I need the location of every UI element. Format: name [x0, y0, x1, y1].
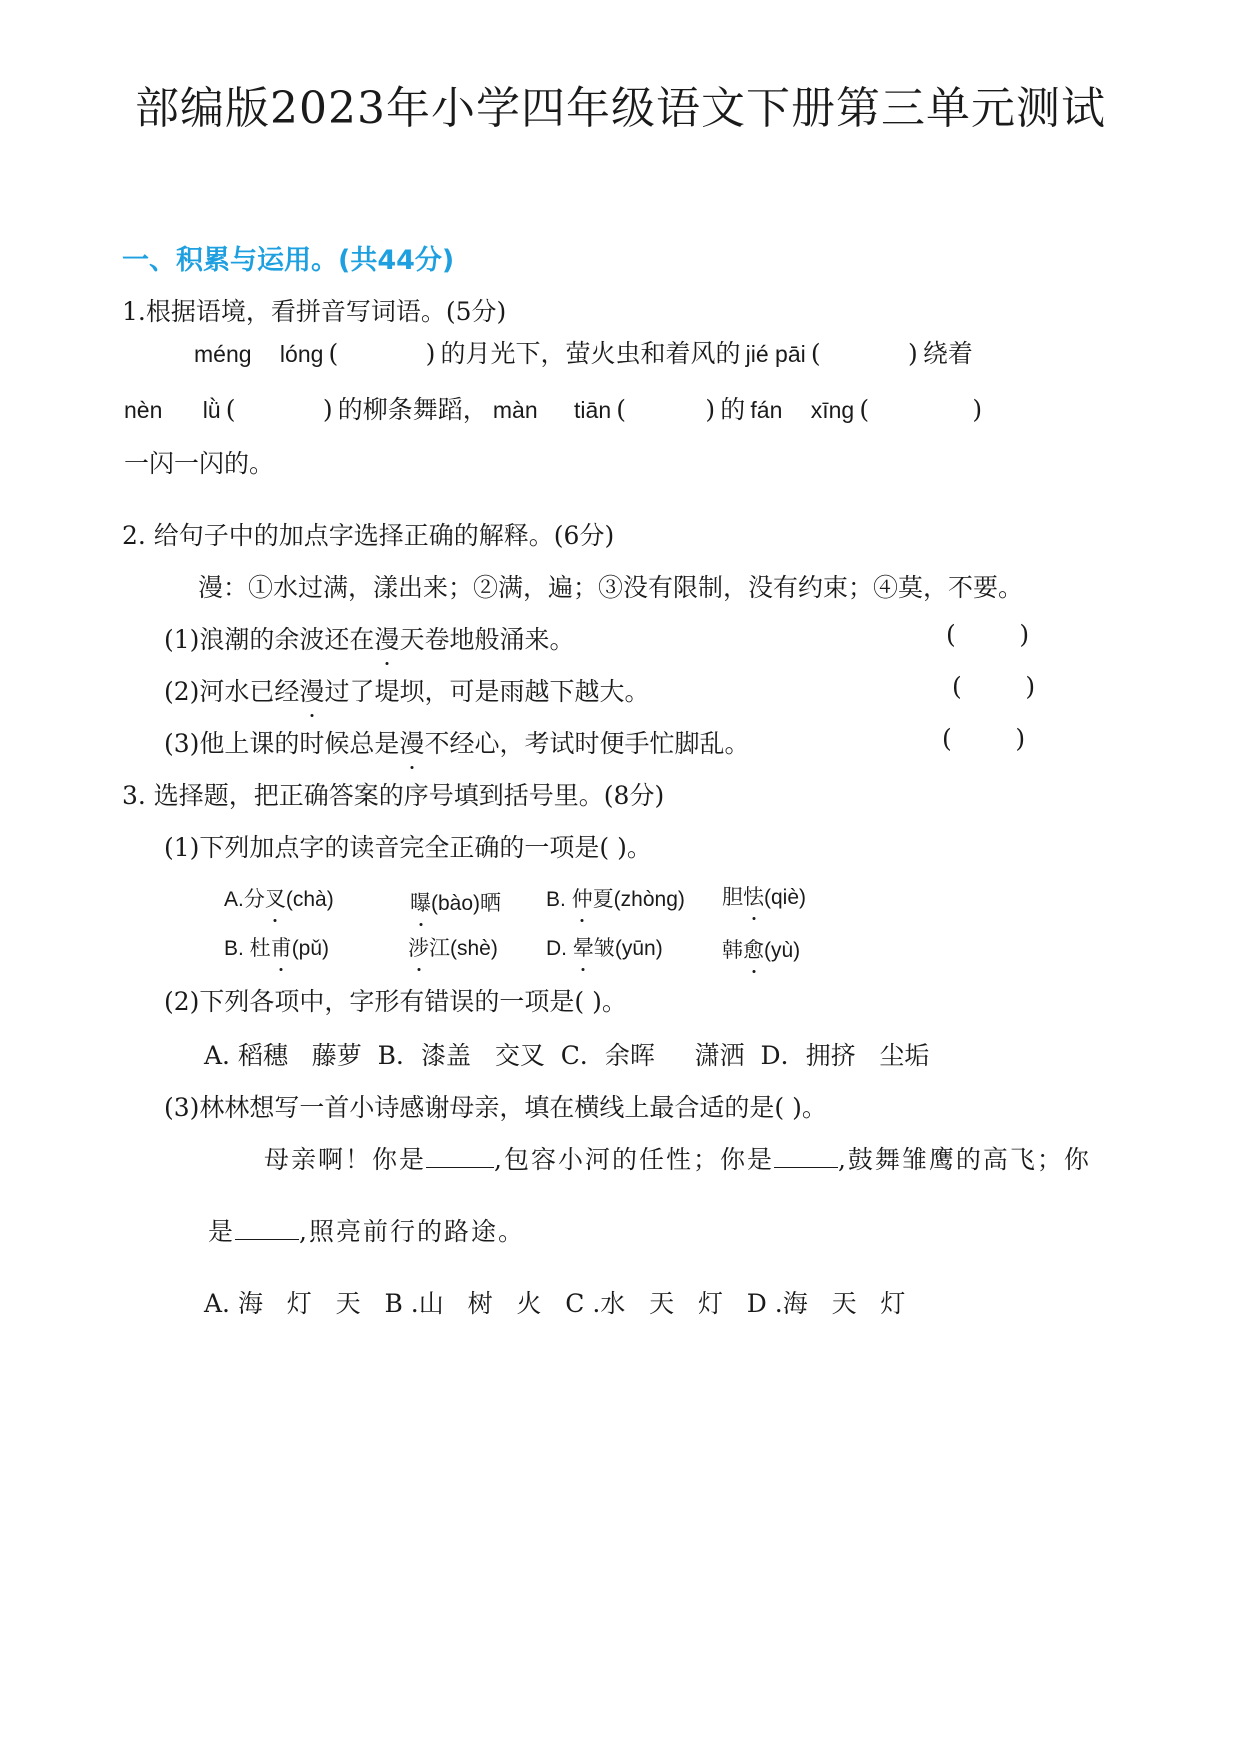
page-title: 部编版2023年小学四年级语文下册第三单元测试: [135, 83, 1106, 134]
option-text: B.: [546, 888, 572, 911]
q3-part2-options: A. 稻穗 藤萝 B．漆盖 交叉 C．余晖 潇洒 D．拥挤 尘垢: [204, 1041, 930, 1070]
q2-definitions: 漫：①水过满，漾出来；②满，遍；③没有限制，没有约束；④莫，不要。: [198, 573, 1024, 602]
answer-bracket: ( ): [810, 339, 918, 368]
option-b2: [722, 881, 806, 911]
sentence-text: (2)河水已经: [164, 677, 300, 706]
option-b1: [546, 883, 685, 913]
sentence-text: 过了堤坝，可是雨越下越大。: [324, 677, 650, 706]
dotted-char: 怯: [743, 881, 764, 911]
q3-part3-options: A. 海 灯 天 B .山 树 火 C .水 天 灯 D .海 天 灯: [204, 1289, 906, 1318]
option-text: (qiè): [764, 886, 807, 909]
poem-line-1: [264, 1140, 1091, 1176]
q2-sentence-1: [164, 620, 574, 656]
option-text: (bào)晒: [431, 892, 502, 915]
dotted-char: 曝: [410, 887, 431, 917]
answer-bracket: ( ): [952, 672, 1036, 701]
option-a2: [410, 887, 501, 917]
poem-text: 母亲啊！你是: [264, 1145, 427, 1174]
fill-blank-2[interactable]: [774, 1167, 838, 1168]
option-d2: [722, 934, 800, 964]
sentence-text: 的月光下，萤火虫和着风的: [440, 339, 741, 368]
q3-stem: 3. 选择题，把正确答案的序号填到括号里。(8分): [122, 781, 665, 810]
sentence-text: 的柳条舞蹈，: [337, 395, 488, 424]
sentence-text: (3)他上课的时候总是: [164, 729, 400, 758]
option-text: D.: [546, 937, 573, 960]
answer-bracket: ( ): [225, 395, 333, 424]
q3-part2-stem: (2)下列各项中，字形有错误的一项是( )。: [164, 987, 627, 1016]
dotted-char: 涉: [408, 932, 429, 962]
sentence-text: (1)浪潮的余波还在: [164, 625, 375, 654]
fill-blank-3[interactable]: [235, 1239, 299, 1240]
option-text: B. 杜: [224, 937, 271, 960]
dotted-char: 漫: [399, 724, 424, 760]
answer-bracket: ( ): [946, 620, 1030, 649]
sentence-text: 绕着: [922, 339, 973, 368]
poem-text: ,包容小河的任性；你是: [494, 1145, 774, 1174]
dotted-char: 漫: [299, 672, 324, 708]
pinyin-mantian: màn tiān: [492, 397, 612, 423]
q1-line2: [124, 390, 982, 426]
option-a1: [224, 883, 334, 913]
option-text: (yù): [764, 939, 801, 962]
pinyin-jiepai: jié pāi: [745, 341, 806, 367]
q2-sentence-3: [164, 724, 749, 760]
dotted-char: 叉: [265, 883, 286, 913]
option-text: 胆: [722, 886, 743, 909]
answer-bracket: ( ): [859, 395, 983, 424]
poem-line-2: [208, 1212, 525, 1248]
pinyin-fanxing: fán xīng: [750, 397, 855, 423]
poem-text: 是: [208, 1217, 236, 1246]
q2-stem: 2. 给句子中的加点字选择正确的解释。(6分): [122, 521, 615, 550]
q3-part1-stem: (1)下列加点字的读音完全正确的一项是( )。: [164, 833, 652, 862]
option-text: (chà): [285, 888, 334, 911]
option-text: A.分: [224, 888, 265, 911]
sentence-text: 的: [720, 395, 746, 424]
dotted-char: 晕: [573, 932, 594, 962]
dotted-char: 漫: [374, 620, 399, 656]
option-text: 韩: [722, 939, 743, 962]
q3-part3-stem: (3)林林想写一首小诗感谢母亲，填在横线上最合适的是( )。: [164, 1093, 827, 1122]
dotted-char: 甫: [271, 932, 292, 962]
q2-sentence-2: [164, 672, 649, 708]
option-text: 夏(zhòng): [592, 888, 685, 911]
fill-blank-1[interactable]: [426, 1167, 494, 1168]
sentence-text: 天卷地般涌来。: [399, 625, 575, 654]
pinyin-menglong: méng lóng: [194, 341, 324, 367]
sentence-text: 不经心，考试时便手忙脚乱。: [424, 729, 750, 758]
option-c2: [408, 932, 498, 962]
option-text: 皱(yūn): [593, 937, 663, 960]
option-c1: [224, 932, 329, 962]
pinyin-nenlv: nèn lǜ: [124, 397, 221, 423]
dotted-char: 愈: [743, 934, 764, 964]
poem-text: ,照亮前行的路途。: [299, 1217, 525, 1246]
option-text: 江(shè): [429, 937, 498, 960]
q1-stem: 1.根据语境，看拼音写词语。(5分): [122, 297, 507, 326]
poem-text: ,鼓舞雏鹰的高飞；你: [837, 1145, 1091, 1174]
answer-bracket: ( ): [328, 339, 436, 368]
option-text: (pǔ): [291, 937, 330, 960]
section-heading: 一、积累与运用。(共44分): [122, 245, 455, 276]
answer-bracket: ( ): [616, 395, 716, 424]
q1-line3: 一闪一闪的。: [124, 449, 275, 478]
dotted-char: 仲: [572, 883, 593, 913]
answer-bracket: ( ): [942, 724, 1026, 753]
option-d1: [546, 932, 663, 962]
q1-line1: [194, 334, 973, 370]
